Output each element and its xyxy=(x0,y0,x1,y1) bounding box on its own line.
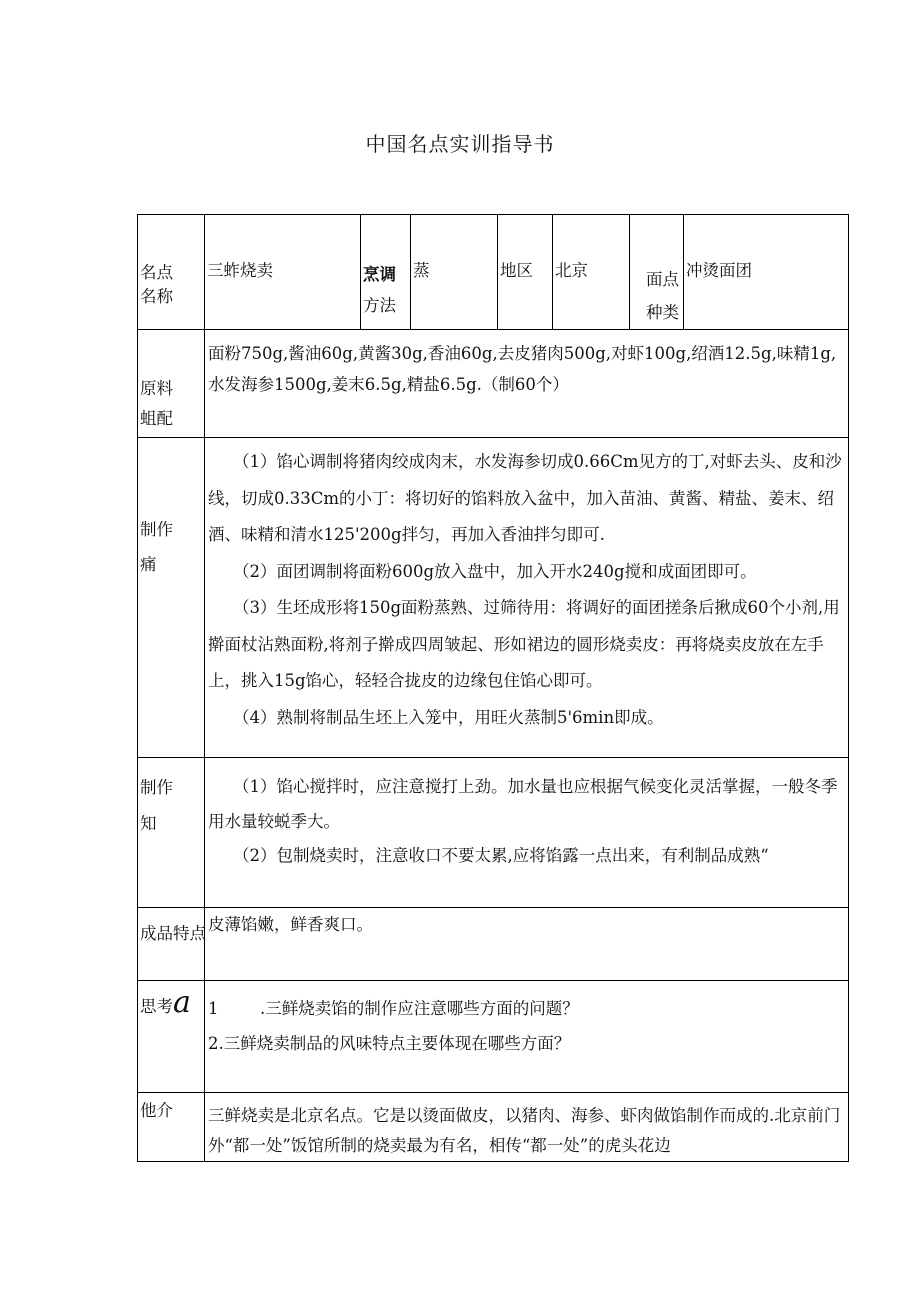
region-value-cell xyxy=(553,215,630,330)
features-row xyxy=(138,908,849,981)
ingredients-label: 原料蛆配 xyxy=(140,379,173,428)
process-step: （2）面团调制将面粉600g放入盘中，加入开水240g搅和成面团即可。 xyxy=(233,561,757,581)
page-title: 中国名点实训指导书 xyxy=(365,132,555,156)
questions-label-cell xyxy=(138,981,205,1093)
region-label-cell xyxy=(498,215,553,330)
cook-label-b: 方法 xyxy=(363,296,396,315)
type-label: 面点种类 xyxy=(646,270,679,322)
features-label: 成品特点 xyxy=(140,924,206,943)
question-item: 2.三鲜烧卖制品的风味特点主要体现在哪些方面？ xyxy=(208,1034,571,1053)
name-value-cell xyxy=(205,215,361,330)
intro-label-cell xyxy=(138,1093,205,1162)
region-value: 北京 xyxy=(555,261,588,280)
cook-value: 蒸 xyxy=(413,261,430,280)
process-label-cell xyxy=(138,438,205,758)
header-row xyxy=(138,215,849,330)
knowledge-item: （1）馅心搅拌时，应注意搅打上劲。加水量也应根据气候变化灵活掌握，一般冬季用水量较蜕季大。 xyxy=(208,777,838,831)
ingredients-row xyxy=(138,330,849,438)
process-step: （4）熟制将制品生坯上入笼中，用旺火蒸制5'6min即成。 xyxy=(233,707,664,727)
process-row xyxy=(138,438,849,758)
question-text: .三鲜烧卖馅的制作应注意哪些方面的问题？ xyxy=(260,999,579,1018)
process-step: （3）生坯成形将150g面粉蒸熟、过筛待用：将调好的面团搓条后揪成60个小剂,用擀面杖沾熟面粉,将剂子擀成四周皱起、形如裙边的圆形烧卖皮：再将烧卖皮放在左手上，挑入15g馅心，轻轻合拢皮的边缘包住馅心即可。 xyxy=(208,598,840,690)
type-value: 冲烫面团 xyxy=(686,261,752,280)
intro-text: 三鲜烧卖是北京名点。它是以烫面做皮，以猪肉、海参、虾肉做馅制作而成的.北京前门外“都一处”饭馆所制的烧卖最为有名，相传“都一处”的虎头花边 xyxy=(208,1106,841,1155)
questions-label-glyph: a xyxy=(173,985,191,1020)
process-step: （1）馅心调制将猪肉绞成肉末，水发海参切成0.66Cm见方的丁,对虾去头、皮和沙线，切成0.33Cm的小丁：将切好的馅料放入盆中，加入苗油、黄酱、精盐、姜末、绍酒、味精和清水125'200g拌匀，再加入香油拌匀即可. xyxy=(208,452,842,544)
process-steps xyxy=(208,444,846,736)
knowledge-items xyxy=(208,770,846,874)
name-value: 三蚱烧卖 xyxy=(207,261,273,280)
features-label-cell xyxy=(138,908,205,981)
name-label: 名点名称 xyxy=(140,263,173,306)
knowledge-label: 制作知 xyxy=(140,778,173,833)
features-text: 皮薄馅嫩，鲜香爽口。 xyxy=(208,915,373,934)
cook-label-cell xyxy=(361,215,411,330)
question-item xyxy=(208,991,846,1026)
intro-cell xyxy=(205,1093,849,1162)
name-label-cell xyxy=(138,215,205,330)
ingredients-label-cell xyxy=(138,330,205,438)
type-value-cell xyxy=(684,215,849,330)
knowledge-item: （2）包制烧卖时，注意收口不要太累,应将馅露一点出来，有利制品成熟“ xyxy=(233,846,769,865)
ingredients-text: 面粉750g,酱油60g,黄酱30g,香油60g,去皮猪肉500g,对虾100g,绍酒12.5g,味精1g,水发海参1500g,姜末6.5g,精盐6.5g.（制60个） xyxy=(208,344,837,394)
questions-label xyxy=(140,985,202,1020)
questions-row xyxy=(138,981,849,1093)
questions-list xyxy=(208,991,846,1061)
ingredients-cell xyxy=(205,330,849,438)
intro-row xyxy=(138,1093,849,1162)
cook-value-cell xyxy=(411,215,498,330)
questions-label-text: 思考 xyxy=(140,997,173,1016)
features-cell xyxy=(205,908,849,981)
knowledge-row xyxy=(138,758,849,908)
process-label: 制作痛 xyxy=(140,520,173,574)
questions-cell xyxy=(205,981,849,1093)
region-label: 地区 xyxy=(500,261,533,280)
process-cell xyxy=(205,438,849,758)
cook-label-a: 烹调 xyxy=(363,265,396,284)
recipe-table xyxy=(137,214,849,1162)
question-number: 1 xyxy=(208,999,219,1018)
type-label-cell xyxy=(630,215,684,330)
intro-label: 他介 xyxy=(140,1101,173,1120)
knowledge-label-cell xyxy=(138,758,205,908)
knowledge-cell xyxy=(205,758,849,908)
